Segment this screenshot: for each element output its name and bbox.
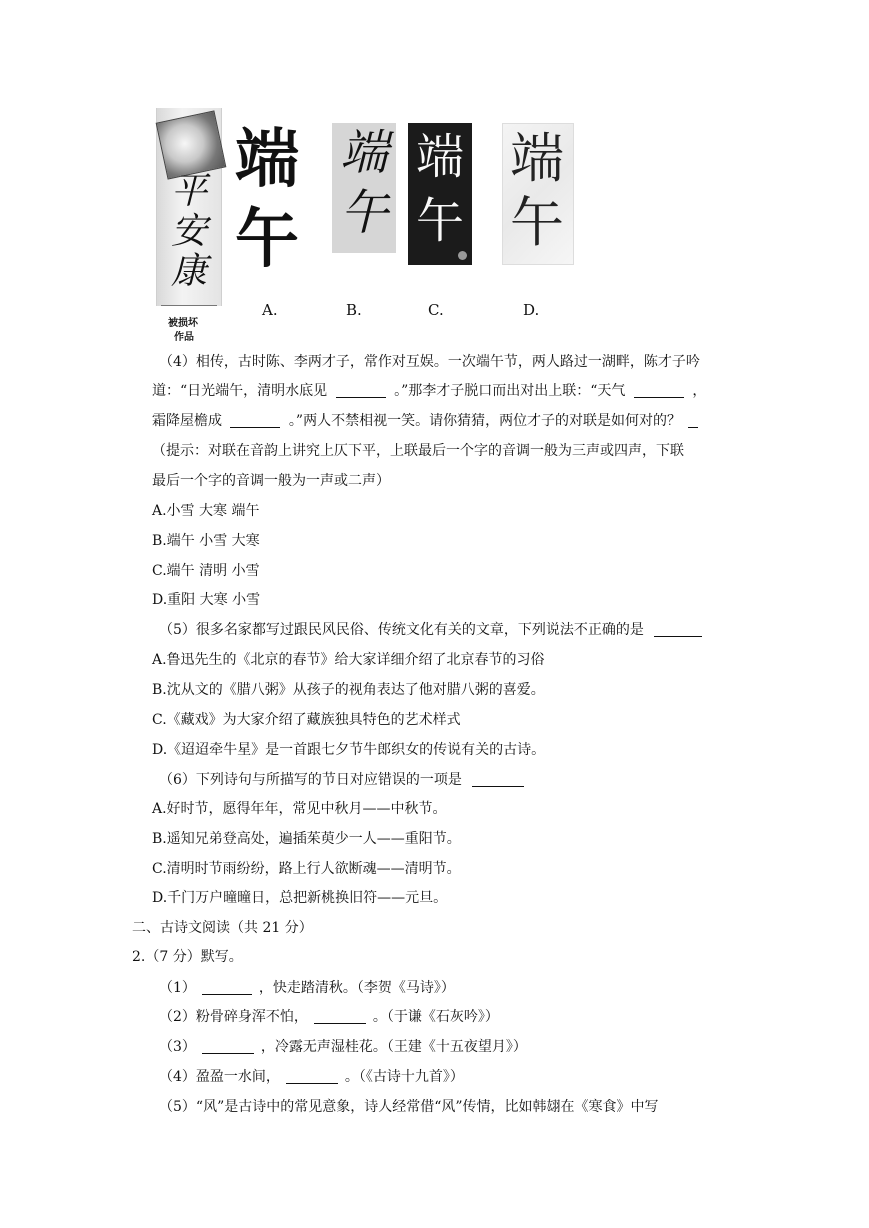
q6-option: A.好时节，愿得年年，常见中秋月——中秋节。 bbox=[152, 801, 447, 817]
answer-blank[interactable] bbox=[472, 771, 524, 787]
damaged-work-strip bbox=[156, 108, 222, 306]
option-label-b: B. bbox=[346, 301, 362, 319]
calligraphy-char: 端 bbox=[416, 129, 465, 185]
q2-text: （1） bbox=[159, 980, 196, 996]
q2-item bbox=[159, 1007, 499, 1027]
option-label-c: C. bbox=[428, 301, 444, 319]
q4-stem-line bbox=[152, 381, 706, 401]
q6-stem bbox=[159, 770, 524, 790]
q6-option: B.遥知兄弟登高处，遍插茱萸少一人——重阳节。 bbox=[152, 831, 461, 847]
q4-text: 道：“日光端午，清明水底见 bbox=[152, 383, 328, 399]
q5-option: D.《迢迢牵牛星》是一首跟七夕节牛郎织女的传说有关的古诗。 bbox=[152, 742, 546, 758]
q4-option: C.端午 清明 小雪 bbox=[152, 563, 260, 579]
q2-item: （5）“风”是古诗中的常见意象，诗人经常借“风”传情，比如韩翃在《寒食》中写 bbox=[159, 1099, 659, 1115]
option-label-a: A. bbox=[262, 301, 278, 319]
damaged-caption: 作品 bbox=[174, 332, 194, 343]
calligraphy-char: 午 bbox=[510, 191, 564, 254]
q4-hint-line: 最后一个字的音调一般为一声或二声） bbox=[152, 473, 390, 489]
q5-option: A.鲁迅先生的《北京的春节》给大家详细介绍了北京春节的习俗 bbox=[152, 652, 545, 668]
q2-title: 2.（7 分）默写。 bbox=[132, 949, 243, 965]
calligraphy-figure bbox=[150, 108, 590, 343]
damaged-caption: 被损坏 bbox=[168, 318, 198, 329]
answer-blank[interactable] bbox=[230, 412, 280, 428]
q2-text: 。（《古诗十九首》） bbox=[344, 1069, 464, 1085]
q5-option: C.《藏戏》为大家介绍了藏族独具特色的艺术样式 bbox=[152, 712, 461, 728]
q4-text: ， bbox=[692, 383, 707, 399]
q4-stem-line bbox=[152, 411, 698, 431]
seal-mark bbox=[458, 251, 467, 260]
damaged-photo-patch bbox=[156, 110, 227, 179]
answer-blank[interactable] bbox=[336, 382, 386, 398]
q5-option: B.沈从文的《腊八粥》从孩子的视角表达了他对腊八粥的喜爱。 bbox=[152, 682, 545, 698]
strip-divider bbox=[161, 305, 217, 306]
calligraphy-option-a bbox=[232, 124, 302, 284]
q2-text: ，冷露无声湿桂花。（王建《十五夜望月》） bbox=[260, 1039, 527, 1055]
q6-option: D.千门万户曈曈日，总把新桃换旧符——元旦。 bbox=[152, 890, 448, 906]
answer-blank[interactable] bbox=[688, 412, 698, 428]
option-label-d: D. bbox=[523, 301, 540, 319]
q6-option: C.清明时节雨纷纷，路上行人欲断魂——清明节。 bbox=[152, 861, 461, 877]
q2-text: 。（于谦《石灰吟》） bbox=[372, 1009, 499, 1025]
strip-char: 安 bbox=[171, 211, 208, 252]
answer-blank[interactable] bbox=[634, 382, 684, 398]
q2-text: ，快走踏清秋。（李贺《马诗》） bbox=[258, 980, 455, 996]
q2-item bbox=[159, 1067, 464, 1087]
q4-option: A.小雪 大寒 端午 bbox=[152, 503, 260, 519]
q2-text: （3） bbox=[159, 1039, 196, 1055]
q4-hint-line: （提示：对联在音韵上讲究上仄下平，上联最后一个字的音调一般为三声或四声，下联 bbox=[152, 443, 684, 459]
calligraphy-char: 午 bbox=[416, 193, 465, 249]
q5-text: （5）很多名家都写过跟民风民俗、传统文化有关的文章，下列说法不正确的是 bbox=[159, 622, 644, 638]
q4-stem-line: （4）相传，古时陈、李两才子，常作对互娱。一次端午节，两人路过一湖畔，陈才子吟 bbox=[159, 354, 700, 370]
calligraphy-char: 端 bbox=[340, 125, 389, 181]
calligraphy-option-c bbox=[408, 123, 472, 265]
q4-option: B.端午 小雪 大寒 bbox=[152, 533, 260, 549]
calligraphy-char: 端 bbox=[235, 123, 299, 197]
calligraphy-option-b bbox=[332, 123, 396, 253]
q5-stem bbox=[159, 620, 702, 640]
calligraphy-char: 午 bbox=[235, 203, 299, 277]
q2-item bbox=[159, 978, 455, 998]
calligraphy-char: 午 bbox=[340, 185, 389, 241]
answer-blank[interactable] bbox=[286, 1068, 338, 1084]
q4-option: D.重阳 大寒 小雪 bbox=[152, 592, 261, 608]
q2-item bbox=[159, 1037, 527, 1057]
strip-char: 康 bbox=[171, 251, 208, 292]
section-title: 二、古诗文阅读（共 21 分） bbox=[132, 920, 313, 936]
answer-blank[interactable] bbox=[202, 979, 252, 995]
answer-blank[interactable] bbox=[202, 1038, 254, 1054]
answer-blank[interactable] bbox=[654, 621, 702, 637]
q2-text: （2）粉骨碎身浑不怕， bbox=[159, 1009, 308, 1025]
answer-blank[interactable] bbox=[314, 1008, 366, 1024]
q4-text: 霜降屋檐成 bbox=[152, 413, 222, 429]
q4-text: 。”那李才子脱口而出对出上联：“天气 bbox=[394, 383, 626, 399]
q4-text: 。”两人不禁相视一笑。请你猜猜，两位才子的对联是如何对的？ bbox=[288, 413, 682, 429]
calligraphy-char: 端 bbox=[510, 127, 564, 190]
strip-char: 平 bbox=[171, 171, 208, 212]
q2-text: （4）盈盈一水间， bbox=[159, 1069, 280, 1085]
calligraphy-option-d bbox=[502, 123, 574, 265]
q6-text: （6）下列诗句与所描写的节日对应错误的一项是 bbox=[159, 772, 462, 788]
